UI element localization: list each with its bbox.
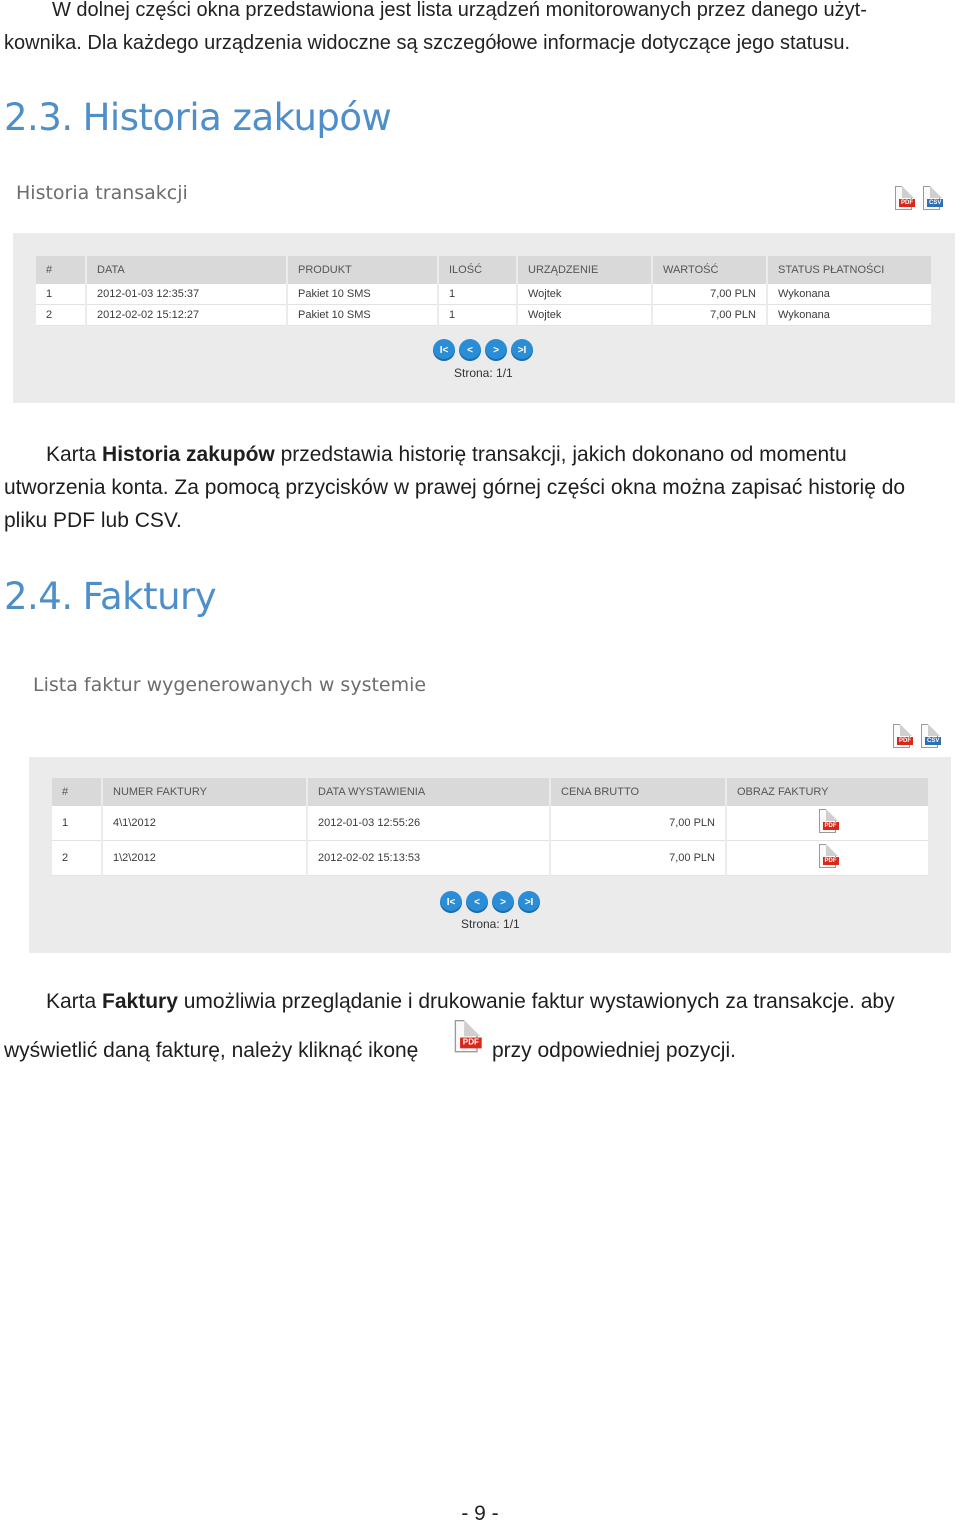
last-page-button[interactable]: >I	[518, 891, 540, 913]
table-cell	[727, 841, 928, 876]
column-header[interactable]: STATUS PŁATNOŚCI	[768, 256, 931, 284]
invoices-paragraph-line-2a: wyświetlić daną fakturę, należy kliknąć ikonę	[4, 1039, 419, 1062]
last-page-button[interactable]: >I	[511, 339, 533, 361]
column-header[interactable]: ILOŚĆ	[439, 256, 516, 284]
table-cell: 1	[52, 806, 101, 841]
page-number: - 9 -	[461, 1502, 499, 1525]
table-cell: 2012-02-02 15:13:53	[308, 841, 549, 876]
table-cell: Wojtek	[518, 305, 651, 326]
export-buttons-invoices	[891, 724, 941, 750]
table-cell: 1	[439, 284, 516, 305]
table-row	[36, 305, 931, 326]
first-page-button[interactable]: I<	[440, 891, 462, 913]
intro-line-1: W dolnej części okna przedstawiona jest lista urządzeń monitorowanych przez danego użyt-	[52, 0, 867, 21]
column-header[interactable]: OBRAZ FAKTURY	[727, 778, 928, 806]
table-cell: Pakiet 10 SMS	[288, 305, 437, 326]
table-cell: 2012-01-03 12:35:37	[87, 284, 286, 305]
next-page-button[interactable]: >	[492, 891, 514, 913]
prev-page-button[interactable]: <	[466, 891, 488, 913]
table-cell: 1	[36, 284, 85, 305]
table-cell: Wykonana	[768, 284, 931, 305]
section-title: Historia zakupów	[82, 96, 392, 139]
bold-term: Faktury	[102, 990, 178, 1013]
csv-export-icon[interactable]: CSV	[919, 724, 941, 750]
invoices-paragraph-line-1: Karta Faktury umożliwia przeglądanie i drukowanie faktur wystawionych za transakcje. aby	[46, 990, 895, 1013]
column-header[interactable]: DATA	[87, 256, 286, 284]
section-heading-invoices	[4, 575, 216, 618]
bold-term: Historia zakupów	[102, 443, 275, 466]
table-cell: Wojtek	[518, 284, 651, 305]
column-header[interactable]: WARTOŚĆ	[653, 256, 766, 284]
transactions-screenshot-title: Historia transakcji	[16, 182, 188, 204]
table-row	[36, 284, 931, 305]
invoices-table	[50, 778, 930, 876]
table-header-row	[52, 778, 928, 806]
table-row	[52, 841, 928, 876]
prev-page-button[interactable]: <	[459, 339, 481, 361]
csv-export-icon[interactable]: CSV	[921, 186, 943, 212]
table-cell: 1\2\2012	[103, 841, 306, 876]
table-cell: Wykonana	[768, 305, 931, 326]
section-title: Faktury	[82, 575, 217, 618]
purchase-history-paragraph-line-1: Karta Historia zakupów przedstawia historię transakcji, jakich dokonano od momentu	[46, 443, 847, 466]
table-cell: 2012-02-02 15:12:27	[87, 305, 286, 326]
pdf-export-icon[interactable]: PDF	[893, 186, 915, 212]
pagination-transactions	[433, 339, 533, 361]
table-cell: 2012-01-03 12:55:26	[308, 806, 549, 841]
pdf-icon: PDF	[452, 1020, 482, 1055]
pdf-invoice-icon[interactable]: PDF	[817, 844, 839, 870]
column-header[interactable]: DATA WYSTAWIENIA	[308, 778, 549, 806]
section-heading-purchase-history	[4, 96, 391, 139]
page-indicator: Strona: 1/1	[454, 366, 513, 380]
table-cell: 4\1\2012	[103, 806, 306, 841]
table-header-row	[36, 256, 931, 284]
pdf-invoice-icon[interactable]: PDF	[817, 809, 839, 835]
intro-line-2: kownika. Dla każdego urządzenia widoczne są szczegółowe informacje dotyczące jego statusu.	[4, 32, 851, 54]
pagination-invoices	[440, 891, 540, 913]
table-cell: 1	[439, 305, 516, 326]
table-cell: 7,00 PLN	[551, 841, 725, 876]
invoices-screenshot-title: Lista faktur wygenerowanych w systemie	[33, 674, 427, 696]
next-page-button[interactable]: >	[485, 339, 507, 361]
column-header[interactable]: CENA BRUTTO	[551, 778, 725, 806]
table-cell: Pakiet 10 SMS	[288, 284, 437, 305]
column-header[interactable]: PRODUKT	[288, 256, 437, 284]
purchase-history-paragraph-line-2: utworzenia konta. Za pomocą przycisków w prawej górnej części okna można zapisać historię do	[4, 476, 906, 499]
section-number: 2.3.	[4, 96, 73, 139]
purchase-history-paragraph-line-3: pliku PDF lub CSV.	[4, 509, 182, 532]
pdf-export-icon[interactable]: PDF	[891, 724, 913, 750]
table-cell: 2	[52, 841, 101, 876]
column-header[interactable]: #	[36, 256, 85, 284]
table-row	[52, 806, 928, 841]
table-cell: 7,00 PLN	[653, 305, 766, 326]
table-cell: 7,00 PLN	[653, 284, 766, 305]
column-header[interactable]: #	[52, 778, 101, 806]
page-indicator: Strona: 1/1	[461, 917, 520, 931]
export-buttons-transactions	[893, 186, 943, 212]
transactions-table	[34, 256, 933, 326]
inline-pdf-icon	[452, 1020, 482, 1062]
table-cell: 2	[36, 305, 85, 326]
first-page-button[interactable]: I<	[433, 339, 455, 361]
section-number: 2.4.	[4, 575, 73, 618]
column-header[interactable]: NUMER FAKTURY	[103, 778, 306, 806]
column-header[interactable]: URZĄDZENIE	[518, 256, 651, 284]
table-cell	[727, 806, 928, 841]
table-cell: 7,00 PLN	[551, 806, 725, 841]
invoices-paragraph-line-2b: przy odpowiedniej pozycji.	[492, 1039, 736, 1062]
